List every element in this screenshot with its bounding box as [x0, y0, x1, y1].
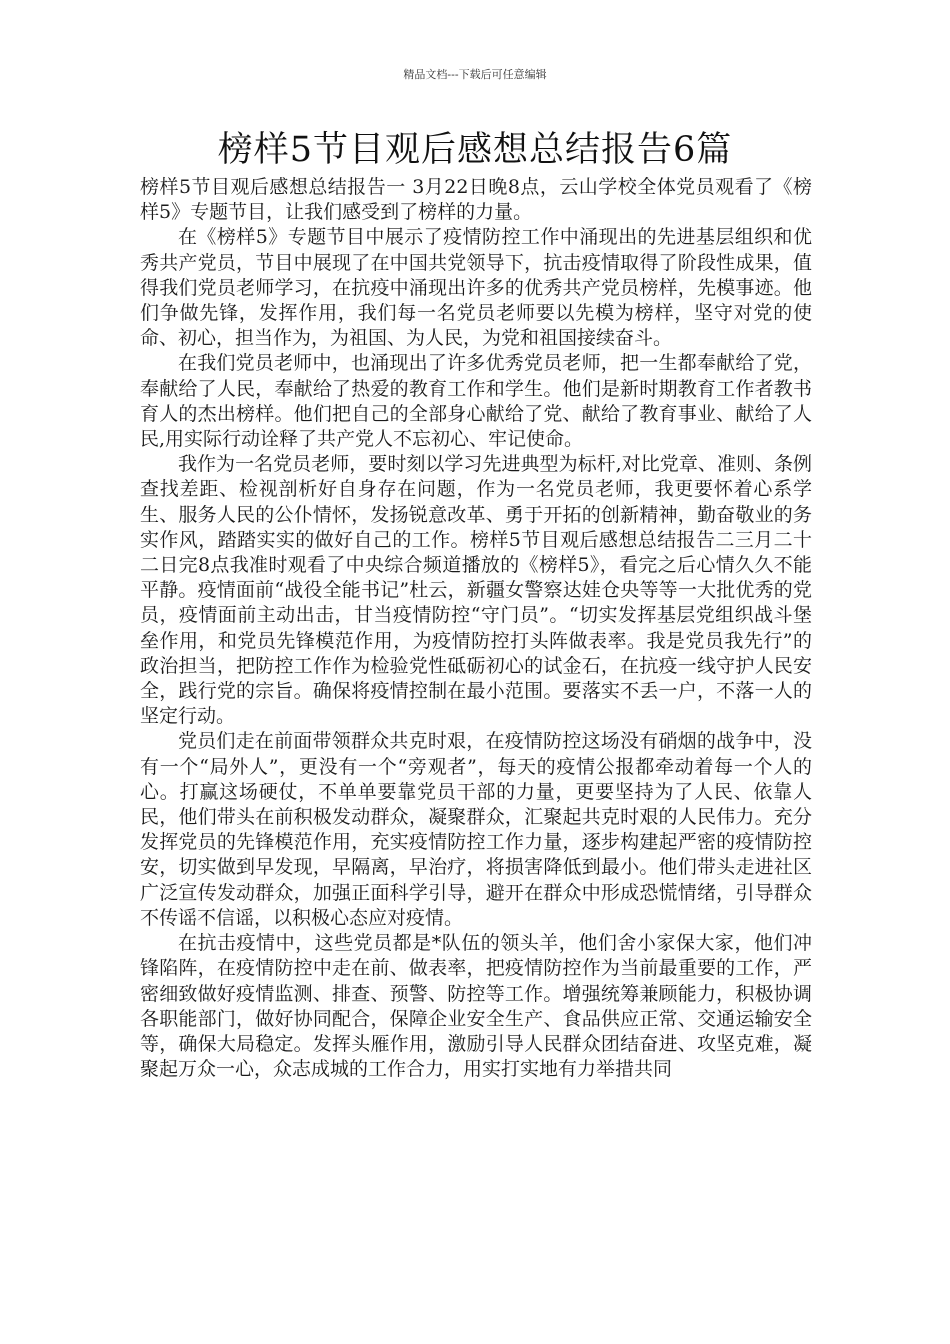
- paragraph-1: 榜样5节目观后感想总结报告一 3月22日晚8点，云山学校全体党员观看了《榜样5》专题节目，让我们感受到了榜样的力量。: [140, 176, 812, 224]
- paragraph-2: 在《榜样5》专题节目中展示了疫情防控工作中涌现出的先进基层组织和优秀共产党员，节目中展现了在中国共党领导下，抗击疫情取得了阶段性成果，值得我们党员老师学习，在抗疫中涌现出许多的优秀共产党员榜样，先模事迹。他们争做先锋，发挥作用，我们每一名党员老师要以先模为榜样，坚守对党的使命、初心，担当作为，为祖国、为人民，为党和祖国接续奋斗。: [140, 226, 812, 350]
- document-title: 榜样5节目观后感想总结报告6篇: [217, 130, 733, 170]
- paragraph-3: 在我们党员老师中，也涌现出了许多优秀党员老师，把一生都奉献给了党，奉献给了人民，奉献给了热爱的教育工作和学生。他们是新时期教育工作者教书育人的杰出榜样。他们把自己的全部身心献给了党、献给了教育事业、献给了人民,用实际行动诠释了共产党人不忘初心、牢记使命。: [140, 352, 812, 451]
- paragraph-4: 我作为一名党员老师，要时刻以学习先进典型为标杆,对比党章、准则、条例查找差距、检视剖析好自身存在问题，作为一名党员老师，我更要怀着心系学生、服务人民的公仆情怀，发扬锐意改革、勇于开拓的创新精神，勤奋敬业的务实作风，踏踏实实的做好自己的工作。榜样5节目观后感想总结报告二三月二十二日完8点我准时观看了中央综合频道播放的《榜样5》，看完之后心情久久不能平静。疫情面前“战役全能书记”杜云，新疆女警察达娃仓央等等一大批优秀的党员，疫情面前主动出击，甘当疫情防控“守门员”。“切实发挥基层党组织战斗堡垒作用，和党员先锋模范作用，为疫情防控打头阵做表率。我是党员我先行”的政治担当，把防控工作作为检验党性砥砺初心的试金石，在抗疫一线守护人民安全，践行党的宗旨。确保将疫情控制在最小范围。要落实不丢一户，不落一人的坚定行动。: [140, 453, 812, 728]
- paragraph-6: 在抗击疫情中，这些党员都是*队伍的领头羊，他们舍小家保大家，他们冲锋陷阵，在疫情防控中走在前、做表率，把疫情防控作为当前最重要的工作，严密细致做好疫情监测、排查、预警、防控等工作。增强统筹兼顾能力，积极协调各职能部门，做好协同配合，保障企业安全生产、食品供应正常、交通运输安全等，确保大局稳定。发挥头雁作用，激励引导人民群众团结奋进、攻坚克难，凝聚起万众一心，众志成城的工作合力，用实打实地有力举措共同: [140, 932, 812, 1081]
- header-note: 精品文档---下载后可任意编辑: [403, 68, 547, 81]
- document-body: [140, 175, 812, 1082]
- paragraph-5: 党员们走在前面带领群众共克时艰，在疫情防控这场没有硝烟的战争中，没有一个“局外人”，更没有一个“旁观者”，每天的疫情公报都牵动着每一个人的心。打赢这场硬仗，不单单要靠党员干部的力量，更要坚持为了人民、依靠人民，他们带头在前积极发动群众，凝聚群众，汇聚起共克时艰的人民伟力。充分发挥党员的先锋模范作用，充实疫情防控工作力量，逐步构建起严密的疫情防控安，切实做到早发现，早隔离，早治疗，将损害降低到最小。他们带头走进社区广泛宣传发动群众，加强正面科学引导，避开在群众中形成恐慌情绪，引导群众不传谣不信谣，以积极心态应对疫情。: [140, 730, 812, 929]
